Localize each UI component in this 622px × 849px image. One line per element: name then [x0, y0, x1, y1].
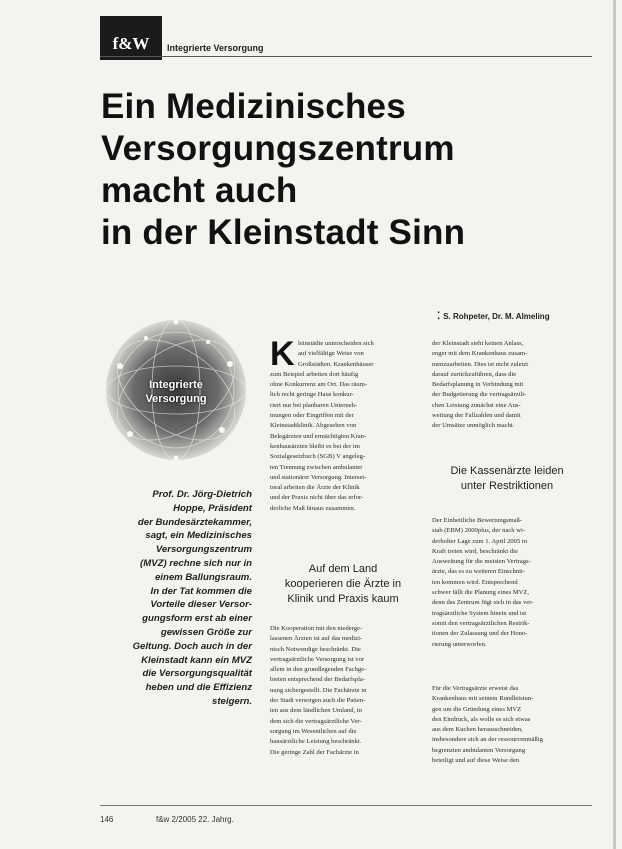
text-line: sorgung im Wesentlichen auf die	[270, 727, 357, 735]
text-line: Kleinstadtklinik. Abgesehen von	[270, 422, 357, 430]
text-line: enger mit dem Krankenhaus zusam-	[432, 350, 528, 358]
subheading-line: unter Restriktionen	[460, 480, 554, 492]
quote-line: sagt, ein Medizinisches	[145, 530, 252, 542]
text-line: derliche Maß hinaus zusammen.	[270, 504, 356, 512]
quote-line: Prof. Dr. Jörg-Dietrich	[152, 489, 252, 500]
text-line: der Umsätze unmöglich macht.	[432, 422, 515, 430]
text-line: allem in den grundlegenden Fachge-	[270, 666, 367, 674]
text-line: Die Kooperation mit den niederge-	[270, 625, 363, 632]
column-2-subheading	[432, 464, 582, 494]
text-line: dem sich die vertragsärztliche Ver-	[270, 717, 362, 725]
text-line: tionen der Zulassung und der Hono-	[432, 630, 528, 638]
section-label: Integrierte Versorgung	[167, 43, 264, 53]
quote-line: heben und die Effizienz	[145, 682, 252, 694]
subheading-line: Auf dem Land	[308, 563, 378, 575]
text-line: lassenen Ärzten ist auf das medizi-	[270, 635, 363, 643]
text-line: Für die Vertragsärzte erweist das	[432, 685, 519, 692]
text-line: lich recht geringe Haus konkur-	[270, 391, 354, 399]
text-line: hausärztliche Leistung beschränkt.	[270, 738, 362, 746]
text-line: toral arbeiten die Ärzte der Klinik	[270, 484, 360, 492]
text-line: aus dem Kuchen herausschneiden,	[432, 726, 523, 734]
text-line: Großstädten. Krankenhäuser	[298, 360, 374, 368]
text-line: Krankenhaus mit seinem Rundleistun-	[432, 695, 534, 703]
text-line: weitung der Fallzahlen und damit	[432, 412, 521, 420]
globe-label-line: Versorgung	[145, 393, 207, 405]
text-line: Kraft treten wird, beschränkt die	[432, 547, 518, 555]
text-line: nung sichergestellt. Die Fachärzte in	[270, 686, 367, 694]
text-line: schwer fällt die Planung eines MVZ,	[432, 589, 530, 597]
text-line: leinstädte unterscheiden sich	[298, 340, 374, 347]
text-line: menzuarbeiten. Dies ist nicht zuletzt	[432, 360, 529, 368]
subheading-line: Die Kassenärzte leiden	[450, 465, 564, 477]
sidebar-quote	[102, 488, 252, 709]
text-line: beteiligt und auf diese Weise den	[432, 757, 520, 765]
text-line: kenhausärzten bleibt es bei der im	[270, 442, 360, 450]
text-line: gen um die Gründung eines MVZ	[432, 705, 522, 713]
text-line: bieten entsprechend der Bedarfspla-	[270, 676, 366, 684]
text-line: Ausweitung für die meisten Vertrags-	[432, 558, 531, 566]
logo-text: f&W	[112, 34, 150, 53]
quote-line: (MVZ) rechne sich nur in	[140, 557, 252, 569]
title-line: Versorgungszentrum	[101, 129, 455, 168]
text-line: derholter Lage zum 1. April 2005 in	[432, 537, 528, 545]
text-line: und der Praxis nicht über das erfor-	[270, 494, 364, 502]
text-line: tragsärztliche System hinein und ist	[432, 609, 527, 617]
authors-text: S. Rohpeter, Dr. M. Almeling	[443, 312, 550, 321]
title-line: in der Kleinstadt Sinn	[101, 213, 466, 252]
text-line: der Kleinstadt sieht keinen Anlass,	[432, 340, 524, 347]
subheading-line: kooperieren die Ärzte in	[284, 578, 402, 590]
text-line: Der Einheitliche Bewertungsmaß-	[432, 517, 523, 524]
text-line: rierung unterworfen.	[432, 640, 487, 648]
column-1-subheading	[270, 562, 416, 607]
text-line: zum Beispiel arbeiten dort häufig	[270, 370, 359, 378]
text-line: insbesondere sich an der ressourcenmäßig	[432, 736, 543, 744]
text-line: ärzte, das es zu weiteren Einschnit-	[432, 568, 526, 576]
journal-issue: f&w 2/2005 22. Jahrg.	[156, 815, 234, 824]
text-line: somit den vertragsärztlichen Restrik-	[432, 619, 530, 627]
header-rule	[100, 56, 592, 57]
text-line: ohne Konkurrenz am Ort. Das räum-	[270, 381, 368, 389]
page-edge-shadow	[613, 0, 616, 849]
text-line: darauf zurückzuführen, dass die	[432, 370, 517, 378]
text-line: chen Leistung zunächst eine Aus-	[432, 401, 521, 409]
drop-cap: K	[270, 335, 295, 373]
quote-line: steigern.	[212, 695, 252, 707]
quote-line: einem Ballungsraum.	[154, 571, 252, 583]
quote-line: die Versorgungsqualität	[142, 668, 252, 680]
column-2-para-3	[432, 684, 582, 766]
quote-line: der Bundesärztekammer,	[137, 516, 252, 528]
globe-label-line: Integrierte	[149, 379, 203, 391]
quote-line: Versorgungszentrum	[155, 544, 252, 556]
quote-line: Hoppe, Präsident	[173, 502, 252, 514]
text-line: auf vielfältige Weise von	[298, 350, 364, 358]
subheading-line: Klinik und Praxis kaum	[287, 593, 399, 605]
text-line: und stationärer Versorgung. Interset-	[270, 473, 367, 481]
text-line: riert nur bei planbaren Unterneh-	[270, 401, 358, 409]
text-line: ten Trennung zwischen ambulanter	[270, 463, 363, 471]
text-line: Sozialgesetzbuch (SGB) V angeleg-	[270, 453, 366, 461]
text-line: ten aus dem ländlichen Umland, in	[270, 707, 362, 715]
quote-line: gungsform erst ab einer	[142, 613, 252, 625]
text-line: begrenzten ambulanten Versorgung	[432, 746, 526, 754]
text-line: Bedarfsplanung in Verbindung mit	[432, 381, 524, 389]
globe-label	[100, 378, 252, 406]
text-line: mungen oder Eingriffen mit der	[270, 412, 354, 420]
text-line: ten kommen wird. Entsprechend	[432, 578, 518, 586]
page-number: 146	[100, 815, 114, 824]
text-line: denn das Zentrum fügt sich in das ver-	[432, 599, 534, 607]
text-line: den Eindruck, als wolle es sich etwas	[432, 715, 531, 723]
footer-rule	[100, 805, 592, 806]
quote-line: Geltung. Doch auch in der	[132, 640, 252, 652]
article-title	[101, 86, 581, 254]
authors-marker: ⁚	[437, 311, 441, 322]
text-line: vertragsärztliche Versorgung ist vor	[270, 655, 365, 663]
text-line: der Budgetierung die vertragsärztli-	[432, 391, 527, 399]
column-1-para-1	[270, 335, 416, 514]
title-line: Ein Medizinisches	[101, 87, 406, 126]
text-line: Belegärzten und ermächtigten Kran-	[270, 432, 367, 440]
column-1-para-2	[270, 624, 416, 758]
text-line: der Stadt versorgen auch die Patien-	[270, 697, 366, 705]
quote-line: Kleinstadt kann ein MVZ	[141, 654, 252, 666]
title-line: macht auch	[101, 171, 298, 210]
article-authors	[437, 311, 550, 322]
journal-logo	[100, 16, 162, 60]
quote-line: In der Tat kommen die	[150, 585, 252, 597]
text-line: Die geringe Zahl der Fachärzte in	[270, 748, 359, 756]
text-line: nisch Notwendige beschränkt. Die	[270, 645, 361, 653]
column-2-para-2	[432, 516, 582, 650]
quote-line: Vorteile dieser Versor-	[150, 599, 252, 611]
quote-line: gewissen Größe zur	[160, 626, 252, 638]
column-2-para-1	[432, 339, 582, 432]
text-line: stab (EBM) 2000plus, der nach wi-	[432, 527, 526, 535]
